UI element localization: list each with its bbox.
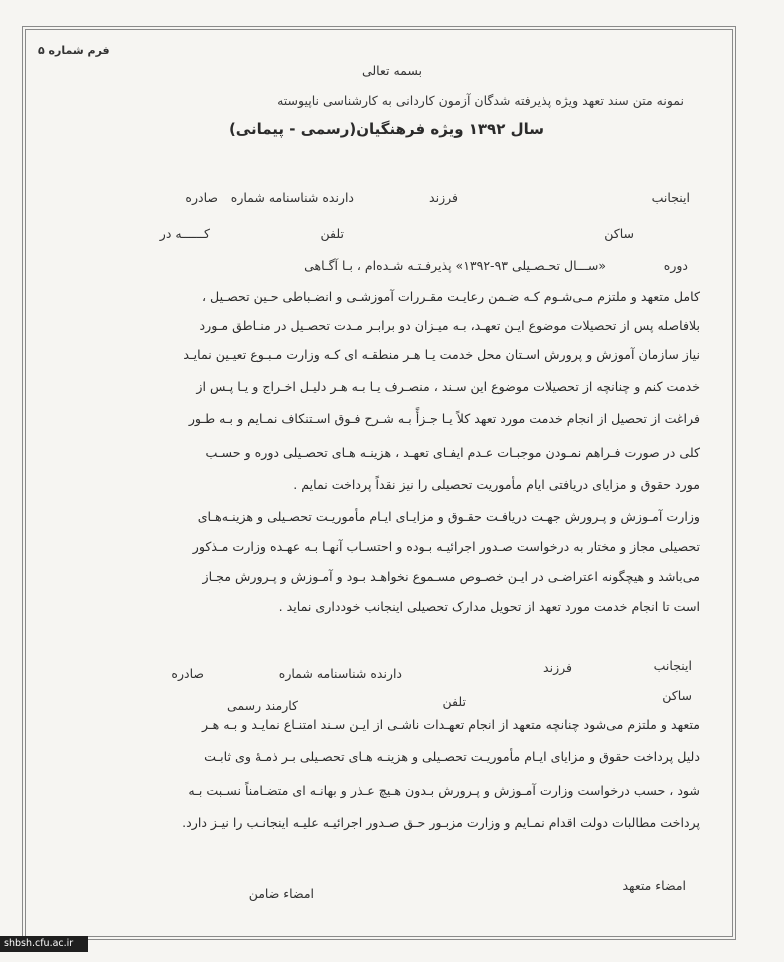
body1-line: نیاز سازمان آموزش و پرورش اسـتان محل خدمت یـا هـر منطقـه ای کـه وزارت مـبـوع تعیـین نمایـد [183, 347, 700, 362]
s1-issued-label: صادره [185, 190, 218, 205]
s1-phone-label: تلفن [320, 226, 344, 241]
s2-child-of-label: فرزند [543, 660, 572, 675]
s1-id-holder-label: دارنده شناسنامه شماره [230, 190, 354, 205]
body1-line: است تا انجام خدمت مورد تعهد از تحویل مدارک تحصیلی اینجانب خودداری نماید . [278, 599, 700, 614]
s2-id-holder-label: دارنده شناسنامه شماره [278, 666, 402, 681]
body1-line: مورد حقوق و مزایای دریافتی ایام مأموریت تحصیلی را نیز نقداً پرداخت نمایم . [293, 477, 700, 492]
s1-intro-label: اینجانب [651, 190, 690, 205]
body1-line: بلافاصله پس از تحصیلات موضوع ایـن تعهـد، بـه میـزان دو برابـر مـدت تحصـیل در منـاطق مـورد [199, 318, 700, 333]
s2-employee-label: کارمند رسمی [227, 698, 298, 713]
body2-line: دلیل پرداخت حقوق و مزایای ایـام مأموریـت تحصـیلی و هزینـه هـای تحصـیلی بـر ذمـهٔ وی ثابـت [204, 749, 700, 764]
s2-resident-label: ساکن [662, 688, 692, 703]
s1-year-line: «ســـال تحـصـيلی ۹۳-۱۳۹۲» پذیرفـتـه شـده‌ام ، بـا آگـاهی [304, 258, 606, 273]
watermark-label: shbsh.cfu.ac.ir [0, 936, 88, 952]
s1-resident-label: ساکن [604, 226, 634, 241]
body1-line: کامل متعهد و ملتزم مـی‌شـوم کـه ضـمن رعایـت مقـررات آموزشـی و انضـباطی حـین تحصـیل ، [201, 289, 700, 304]
s2-issued-label: صادره [171, 666, 204, 681]
s1-that-in-label: كــــــه در [159, 226, 210, 241]
body2-line: پرداخت مطالبات دولت اقدام نمـایم و وزارت مزبـور حـق صـدور اجرائیـه علیـه اینجانـب را نیـز دارد. [182, 815, 700, 830]
body2-line: متعهد و ملتزم می‌شود چنانچه متعهد از انجام تعهـدات ناشـی از ایـن سـند امتنـاع نمایـد و بـه هـر [202, 717, 700, 732]
s2-intro-label: اینجانب [653, 658, 692, 673]
document-title: سال ۱۳۹۲ ویژه فرهنگیان(رسمی - پیمانی) [228, 120, 544, 138]
body1-line: می‌باشد و هیچگونه اعتراضـی در ایـن خصـوص مسـموع نخواهـد بـود و آمـوزش و پـرورش مجـاز [202, 569, 700, 584]
obligor-signature-label: امضاء متعهد [622, 878, 686, 893]
body1-line: کلی در صورت فـراهم نمـودن موجبـات عـدم ایفـای تعهـد ، هزینـه هـای تحصـیلی دوره و حسـب [205, 445, 700, 460]
body1-line: تحصیلی مجاز و مختار به درخواست صـدور اجرائیـه بـوده و احتسـاب آنهـا بـه عهـده وزارت مـذکور [192, 539, 700, 554]
s1-course-label: دوره [663, 258, 688, 273]
body1-line: فراغت از تحصیل از انجام خدمت مورد تعهد کلاً یـا جـزأً بـه شـرح فـوق اسـتنکاف نمـایم و بـه طـور [188, 411, 700, 426]
guarantor-signature-label: امضاء ضامن [248, 886, 314, 901]
s1-child-of-label: فرزند [429, 190, 458, 205]
bismillah-heading: بسمه تعالی [361, 63, 423, 78]
document-subtitle: نمونه متن سند تعهد ویژه پذیرفته شدگان آزمون کاردانی به کارشناسی ناپیوسته [277, 93, 684, 108]
form-number: فرم شماره ۵ [38, 44, 110, 57]
s2-phone-label: تلفن [442, 694, 466, 709]
body1-line: خدمت کنم و چنانچه از تحصیلات موضوع این سـند ، منصـرف یـا بـه هـر دلیـل اخـراج و یـا پـس از [196, 379, 700, 394]
body1-line: وزارت آمـوزش و پـرورش جهـت دریافـت حقـوق و مزایـای ایـام مأموریـت تحصـیلی و هزینـه‌هـای [197, 509, 700, 524]
body2-line: شود ، حسب درخواست وزارت آمـوزش و پـرورش بـدون هـیچ عـذر و بهانـه ای متضـامناً نسـبت بـه [188, 783, 700, 798]
